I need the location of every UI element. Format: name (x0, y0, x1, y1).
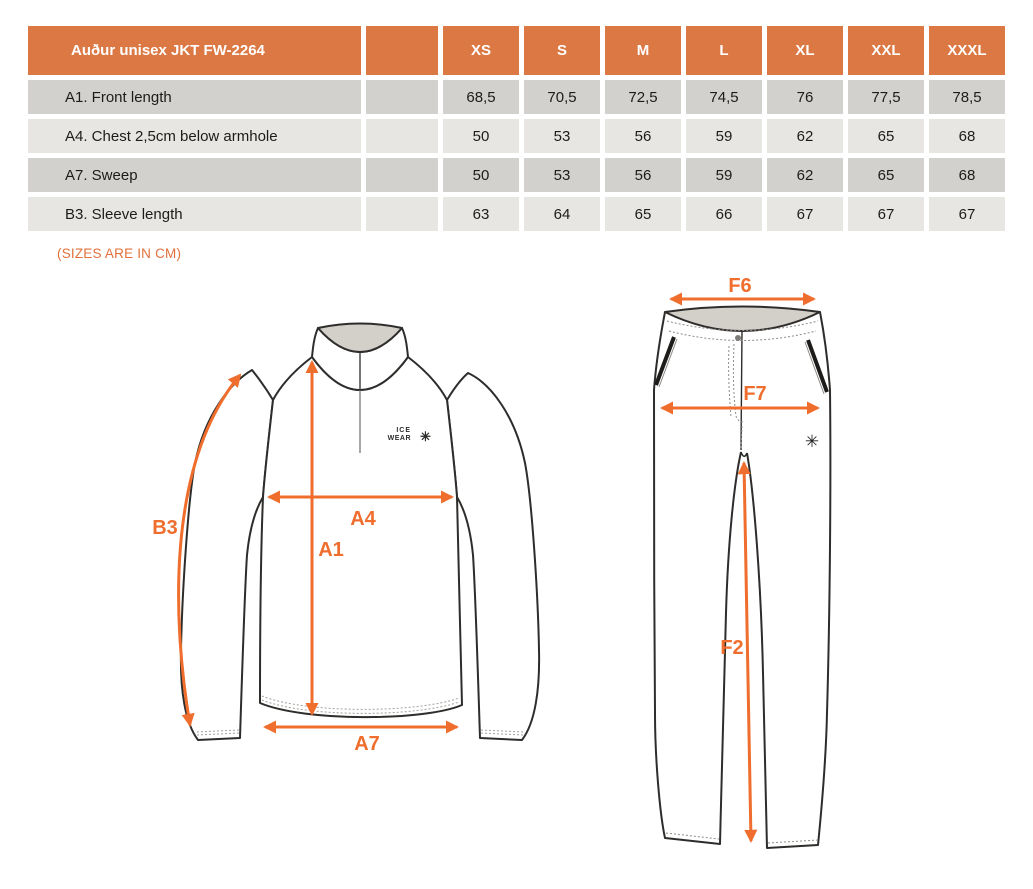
size-table (28, 26, 1005, 231)
value-cell: 74,5 (686, 80, 762, 114)
value-cell: 62 (767, 158, 843, 192)
value-cell: 64 (524, 197, 600, 231)
value-cell: 59 (686, 119, 762, 153)
header-spacer-cell (366, 26, 438, 75)
size-header-xxxl: XXXL (929, 26, 1005, 75)
value-cell: 65 (848, 119, 924, 153)
row-label-a4: A4. Chest 2,5cm below armhole (28, 119, 361, 153)
f2-arrow (744, 463, 751, 841)
value-cell: 65 (848, 158, 924, 192)
row-label-a1: A1. Front length (28, 80, 361, 114)
units-note: (SIZES ARE IN CM) (57, 246, 182, 261)
value-cell: 65 (605, 197, 681, 231)
value-cell: 76 (767, 80, 843, 114)
size-header-xl: XL (767, 26, 843, 75)
a7-label: A7 (354, 733, 380, 755)
value-cell: 68 (929, 119, 1005, 153)
value-cell: 56 (605, 158, 681, 192)
value-cell: 50 (443, 119, 519, 153)
row-label-b3: B3. Sleeve length (28, 197, 361, 231)
size-header-m: M (605, 26, 681, 75)
value-cell: 56 (605, 119, 681, 153)
value-cell: 53 (524, 158, 600, 192)
value-cell: 70,5 (524, 80, 600, 114)
size-header-xs: XS (443, 26, 519, 75)
f2-label: F2 (720, 637, 744, 659)
value-cell: 66 (686, 197, 762, 231)
f7-label: F7 (743, 383, 767, 405)
pants-diagram (630, 270, 920, 862)
pants-dimension-arrows (662, 299, 818, 841)
waist-button (735, 335, 741, 341)
row-label-a7: A7. Sweep (28, 158, 361, 192)
row-spacer (366, 119, 438, 153)
a1-label: A1 (318, 539, 344, 561)
value-cell: 63 (443, 197, 519, 231)
value-cell: 67 (929, 197, 1005, 231)
row-spacer (366, 80, 438, 114)
center-front-seam (741, 330, 742, 450)
product-name: Auður unisex JKT FW-2264 (28, 26, 361, 75)
svg-text:WEAR: WEAR (387, 435, 411, 442)
value-cell: 62 (767, 119, 843, 153)
value-cell: 53 (524, 119, 600, 153)
size-header-l: L (686, 26, 762, 75)
value-cell: 68,5 (443, 80, 519, 114)
snowflake-icon: ✳ (804, 432, 820, 451)
size-header-xxl: XXL (848, 26, 924, 75)
value-cell: 77,5 (848, 80, 924, 114)
value-cell: 68 (929, 158, 1005, 192)
value-cell: 72,5 (605, 80, 681, 114)
value-cell: 67 (767, 197, 843, 231)
value-cell: 59 (686, 158, 762, 192)
row-spacer (366, 158, 438, 192)
f6-label: F6 (728, 275, 752, 297)
row-spacer (366, 197, 438, 231)
snowflake-icon: ✳ (420, 429, 431, 444)
value-cell: 67 (848, 197, 924, 231)
size-header-s: S (524, 26, 600, 75)
a4-label: A4 (350, 508, 376, 530)
jacket-diagram (135, 295, 595, 780)
b3-label: B3 (152, 517, 178, 539)
value-cell: 78,5 (929, 80, 1005, 114)
value-cell: 50 (443, 158, 519, 192)
svg-text:ICE: ICE (396, 427, 411, 434)
